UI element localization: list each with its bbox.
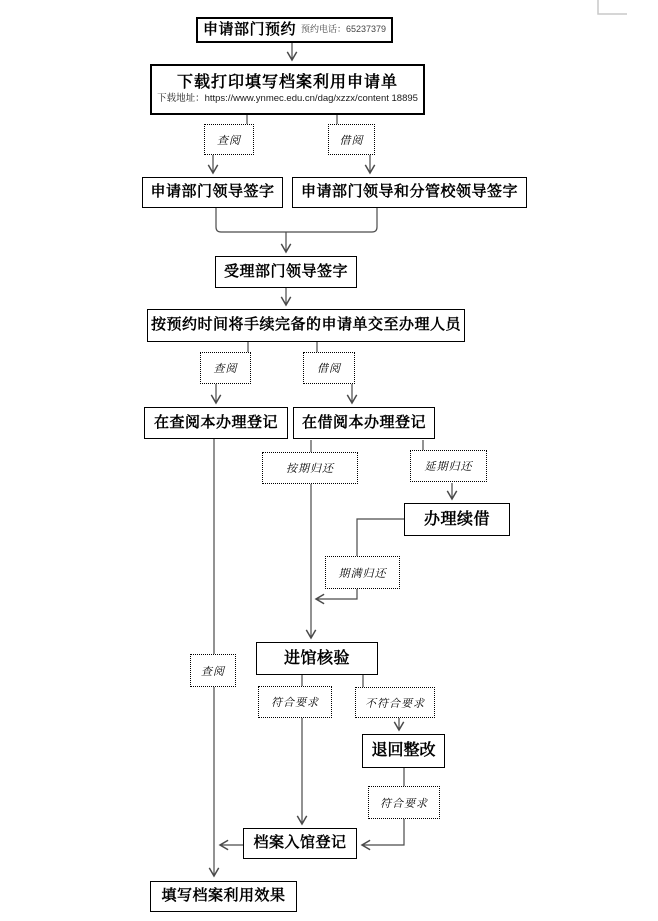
node-dept-school-sign (292, 177, 527, 208)
node-dept-sign (142, 177, 283, 208)
node-feedback-label: 填写档案利用效果 (161, 887, 286, 905)
cond-meets-req-2 (368, 786, 440, 819)
node-dept-school-sign-label: 申请部门领导和分管校领导签字 (300, 183, 518, 201)
edge-merge-bracket (216, 208, 377, 232)
cond-read-3-label: 查阅 (201, 665, 225, 678)
cond-borrow-1 (328, 124, 375, 155)
cond-not-meets-req-label: 不符合要求 (365, 697, 425, 710)
cond-read-1 (204, 124, 254, 155)
node-submit-label: 按预约时间将手续完备的申请单交至办理人员 (150, 316, 461, 334)
edge-expiry-to-return-line (316, 589, 357, 599)
cond-meets-req-1-label: 符合要求 (271, 697, 319, 709)
node-archive-register-label: 档案入馆登记 (253, 834, 347, 852)
cond-expiry-return (325, 556, 400, 589)
cond-delayed-return-label: 延期归还 (424, 461, 473, 473)
cond-on-time-return (262, 452, 358, 484)
cond-on-time-return-label: 按期归还 (286, 463, 334, 475)
edge-meets2-to-archive (362, 819, 404, 845)
node-reserve (196, 17, 393, 43)
node-reserve-label: 申请部门预约 (202, 20, 296, 38)
node-download (150, 64, 425, 115)
cond-read-3 (190, 654, 236, 687)
node-verify-label: 进馆核验 (283, 649, 350, 667)
node-verify (256, 642, 378, 675)
edge-renew-to-expiry (357, 519, 404, 556)
node-rework (362, 734, 445, 768)
cond-borrow-2 (303, 352, 355, 384)
cond-meets-req-1 (258, 686, 332, 718)
node-accept-sign-label: 受理部门领导签字 (223, 262, 348, 280)
node-renew (404, 503, 510, 536)
cond-expiry-return-label: 期满归还 (338, 567, 387, 580)
node-download-address: 下载地址：https://www.ynmec.edu.cn/dag/xzzx/content 18895 (157, 93, 418, 105)
node-renew-label: 办理续借 (423, 510, 490, 528)
node-archive-register (243, 828, 357, 859)
node-register-read-label: 在查阅本办理登记 (153, 413, 278, 431)
node-download-label: 下载打印填写档案利用申请单 (176, 74, 398, 92)
cond-delayed-return (410, 450, 487, 482)
cond-not-meets-req (355, 687, 435, 718)
cond-meets-req-2-label: 符合要求 (380, 797, 428, 810)
page-corner-mark (598, 0, 627, 14)
node-register-borrow-label: 在借阅本办理登记 (301, 413, 426, 431)
node-register-borrow (293, 407, 435, 439)
cond-read-1-label: 查阅 (217, 134, 241, 147)
cond-borrow-2-label: 借阅 (317, 363, 341, 375)
node-dept-sign-label: 申请部门领导签字 (150, 183, 275, 201)
node-register-read (144, 407, 288, 439)
node-submit (147, 309, 465, 342)
cond-read-2 (200, 352, 251, 384)
cond-read-2-label: 查阅 (213, 363, 238, 375)
node-accept-sign (215, 256, 357, 288)
node-rework-label: 退回整改 (371, 742, 436, 760)
node-feedback (150, 881, 297, 912)
cond-borrow-1-label: 借阅 (339, 134, 364, 147)
node-reserve-phone: 预约电话：65237379 (300, 24, 387, 35)
